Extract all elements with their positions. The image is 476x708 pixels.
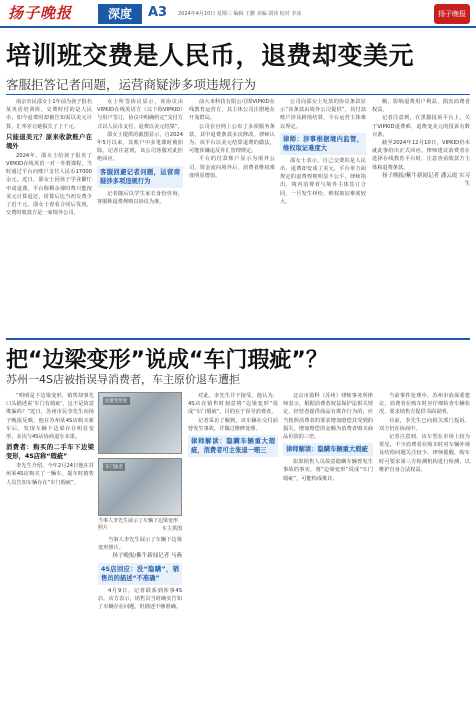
section-label: 深度: [98, 4, 142, 24]
paragraph: 对此，李先生并不接受。他认为，4S店在销售时刻意将“边梁变形”说成“车门瑕疵”，目的在于误导消费者。: [188, 393, 278, 416]
article1-column-2: [97, 98, 183, 334]
paragraph: 女士所签协议显示，该协议由VIPKID在线英语方（以下称VIPKID）与用户签订，协议中明确约定“支付方式以人民币支付，退费以美元结算”。: [97, 99, 183, 130]
newspaper-logo: 扬子晚报: [8, 4, 73, 22]
paragraph: 记者随后以学生家长身份咨询，客服称退费规则以协议为准。: [97, 190, 183, 205]
photo-credit: 车主供图: [161, 526, 182, 532]
photo-label: 车门钣金: [105, 465, 123, 470]
subheading: 只能退美元？原来收款账户在境外: [6, 133, 92, 150]
divider: [6, 94, 470, 95]
subheading: 律师：涉事根据境内监管，维权取证难度大: [280, 133, 366, 155]
paragraph: 前大米科技有限公司即VIPKID在线教育运营方，其主体公司注册地在开曼群岛。: [189, 99, 275, 122]
paragraph: 当前事件处理中，苏州市消保委建议，消费者在购车时应仔细检查车辆状况，要求销售方提供书面说明。: [379, 393, 470, 416]
paragraph: 南京市民邵女士1年前为孩子报名某英语培训班，交费时付的是人民币，如今退费时却被告知需以美元计算，汇率差让她损失了上千元。: [6, 99, 92, 130]
paragraph: 记者采访了解到，该车辆在交付前曾发生事故，并做过维修处理。: [188, 417, 278, 432]
article2-column-3: [188, 392, 278, 702]
subheading: 律师解读：隐瞒车辆重大瑕疵，消费者可主张退一赔三: [188, 435, 278, 457]
subheading: 律师解读：隐瞒车辆重大瑕疵: [283, 443, 373, 456]
paragraph: 额，影响退费用户利益，损害消费者权益。: [372, 99, 470, 114]
paragraph: 截至2024年12月10日，VIPKID仍未就此事给出正式回应。律师建议消费者在选择在线教育平台时，注意查看收款方主体和退费条款。: [372, 140, 470, 171]
subheading: 4S店回应：没“隐瞒”，销售员的描述“不准确”: [98, 563, 182, 585]
brand-badge: 扬子晚报: [434, 4, 470, 24]
paragraph: 当事人李先生展示了车辆下边梁变形照片。: [98, 537, 182, 552]
article1-column-5: [372, 98, 470, 334]
article2-subheadline: 苏州一4S店被指误导消费者，车主原价退车遭拒: [6, 373, 240, 386]
article2-column-5: [379, 392, 470, 702]
paragraph: 4月9日，记者联系到涉事4S店。店方表示，销售员当时确实告知了车辆存在问题，但描述不够准确。: [98, 587, 182, 611]
article1-column-4: [280, 98, 366, 334]
byline: 扬子晚报/紫牛新闻记者 潘云霞 实习生: [382, 172, 470, 188]
paragraph: “明明是下边梁变形，销售却事先口头描述说‘车门有瑕疵’，这不是故意欺骗吗？”近日，苏州市民李先生向扬子晚报反映，他在苏州某4S店购买新车后，发现车辆下边梁存在明显变形，多次与4S店协商退车未果。: [6, 393, 94, 441]
paragraph: 公司在官网上公布了多项服务条款，其中退费条款多次修改。律师认为，该平台以美元结算退费的做法，可能涉嫌违反外汇管理规定。: [189, 123, 275, 155]
article1-subheadline: 客服拒答记者问题，运营商疑涉多项违规行为: [6, 77, 257, 92]
article1-headline: 培训班交费是人民币，退费却变美元: [6, 41, 415, 70]
article1-column-1: [6, 98, 92, 334]
article2-column-4: [283, 392, 373, 702]
paragraph: 李先生介绍，今年2月24日他在苏州某4S店购买了一辆车，提车时销售人员告知车辆存在“车门瑕疵”。: [6, 463, 94, 486]
byline: 扬子晚报/紫牛新闻记者 马燕: [112, 553, 182, 560]
article1-column-3: [189, 98, 275, 334]
issue-info: 2024年4月10日 星期三 编辑 王鹏 美编 胡伟 校对 李冰: [178, 11, 302, 17]
news-photo-2: [98, 458, 182, 516]
section-divider: [6, 338, 470, 340]
paragraph: 邵女士表示，自己交费的是人民币，退费却变成了美元，平台单方面规定的退费规则明显不公平。律师指出，境内消费者与境外主体签订合同，一旦发生纠纷，维权取证难度较大。: [280, 157, 366, 205]
paragraph: 目前，李先生已向相关部门投诉，双方仍在协商中。: [379, 417, 470, 432]
paragraph: 记者注意到，该车型在市场上较为常见，不少消费者在购买时对车辆外观及结构问题关注较少。律师提醒，购车时可要求第三方检测机构进行检测，以维护自身合法权益。: [379, 434, 470, 473]
photo-label: 边梁变形处: [105, 399, 128, 404]
page-header: [0, 0, 476, 28]
paragraph: 记者注意到，在黑猫投诉平台上，关于VIPKID退费难、退费变美元的投诉有数百条。: [372, 115, 470, 138]
page-number: A3: [148, 5, 168, 20]
article2-column-2: [98, 536, 182, 702]
paragraph: 如果销售人员故意隐瞒车辆曾发生事故的事实，将“边梁变形”说成“车门瑕疵”，可能构成欺诈。: [283, 459, 373, 482]
paragraph: 公司向邵女士发放的协议条款显示“该条款由境外公司提供”，其付款账户涉及跨境结算，平台运营主体难以界定。: [280, 99, 366, 130]
news-photo-1: [98, 392, 182, 454]
subheading: 消费者：购买的二手车下边梁变形，4S店称“瑕疵”: [6, 444, 94, 461]
article2-column-1: [6, 392, 94, 702]
paragraph: 2024年，邵女士给孩子报名了VIPKID在线英语一对一外教课程，当时通过平台向账户支付人民币17000余元。近日，邵女士因孩子学业繁忙申请退课，平台称剩余课时费只能按美元计算退还，折算后比当初交费少了近千元。邵女士查看合同后发现，交费时收款方是一家境外公司。: [6, 152, 92, 217]
article2-headline: 把“边梁变形”说成“车门瑕疵”？: [6, 348, 328, 373]
pull-quote: 客服回避记者问题，运营商疑涉多项违规行为: [97, 166, 183, 188]
paragraph: 北京市盈科（苏州）律师事务所律师表示，根据消费者权益保护法相关规定，经营者提供商品有欺诈行为的，应当按照消费者的要求增加赔偿其受到的损失，增加赔偿的金额为消费者购买商品价款的三倍。: [283, 393, 373, 441]
paragraph: 平台的付款账户显示为境外公司，资金流向境外后，消费者维权难度明显增加。: [189, 156, 275, 179]
photo-caption: 当事人李先生展示了车辆下边梁变形照片: [98, 518, 179, 531]
paragraph: 邵女士提供的截图显示，自2024年5月以来，其账户中多笔课时被扣除。记者注意到，该公司客服对此拒绝回应。: [97, 131, 183, 163]
